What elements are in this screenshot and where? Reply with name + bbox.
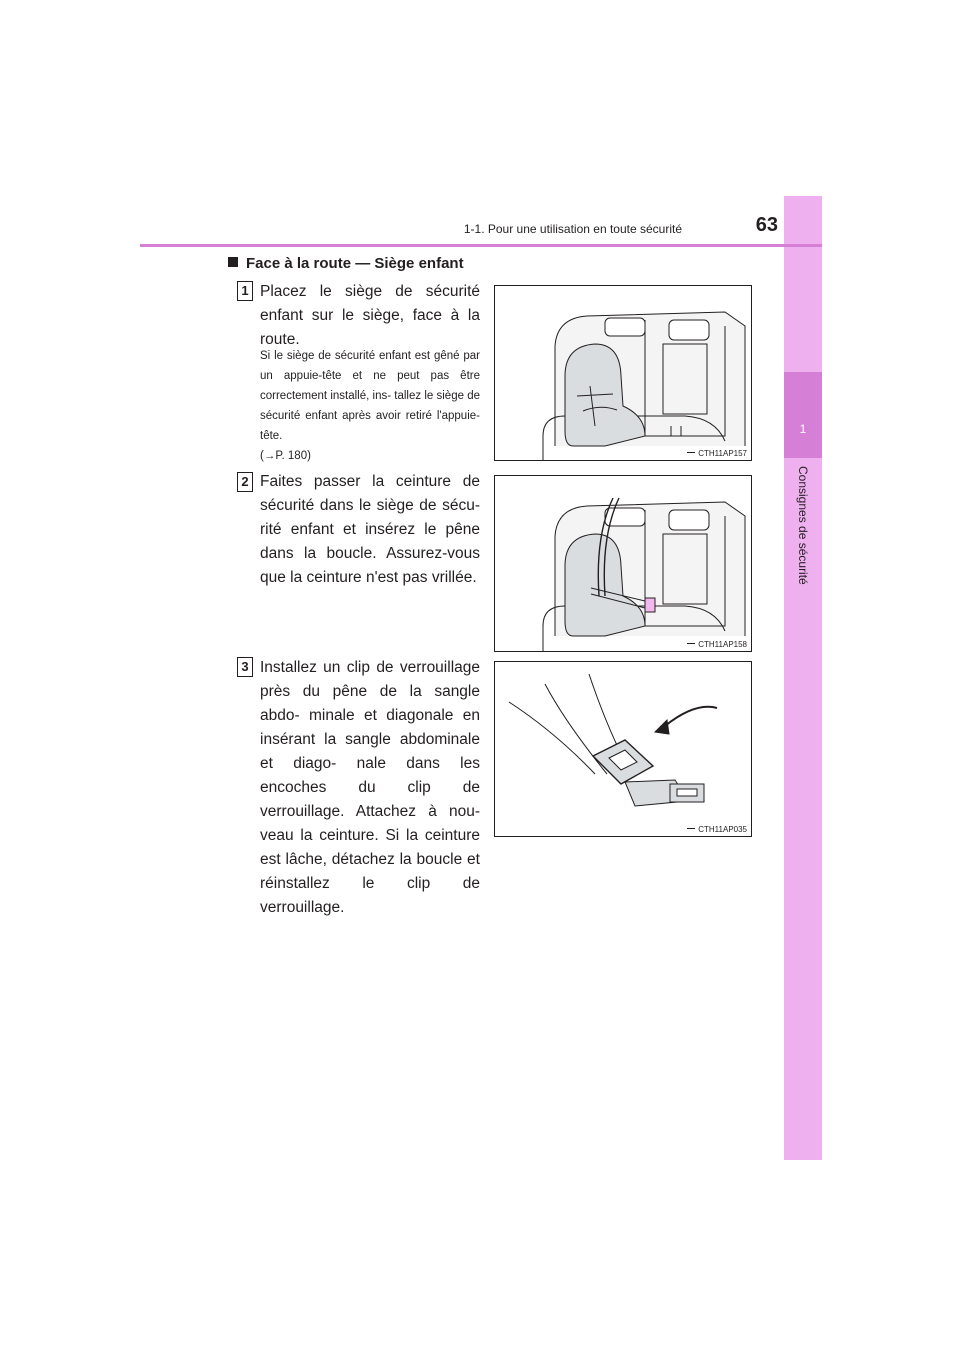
page-number: 63	[755, 214, 778, 236]
step-number-badge: 3	[237, 657, 253, 677]
step-text: Placez le siège de sécurité enfant sur le siège, face à la route.	[260, 283, 480, 348]
header-rule	[140, 244, 822, 247]
step-text: Installez un clip de verrouillage près du pêne de la sangle abdo- minale et diagonale en insérant la sangle abdominale et diago- nale dans les encoches du clip de verrouillage. Attachez à nou- veau la ceinture. Si la ceinture est lâche, détachez la boucle et réinstallez le clip de verrouillage.	[260, 659, 480, 916]
page-reference: (→P. 180)	[260, 450, 311, 462]
step-number-badge: 1	[237, 281, 253, 301]
chapter-side-tab	[784, 196, 822, 1160]
locking-clip-illustration	[495, 662, 751, 836]
section-heading-text: Face à la route — Siège enfant	[246, 255, 464, 272]
figure-code: CTH11AP158	[687, 640, 747, 649]
section-heading	[228, 255, 464, 272]
square-bullet-icon	[228, 257, 238, 267]
chapter-tab-highlight	[784, 372, 822, 458]
tick-icon	[687, 452, 695, 453]
tick-icon	[687, 643, 695, 644]
chapter-number: 1	[799, 422, 807, 436]
figure-code: CTH11AP035	[687, 825, 747, 834]
figure-belt-through-seat	[494, 475, 752, 652]
figure-code: CTH11AP157	[687, 449, 747, 458]
running-header: 1-1. Pour une utilisation en toute sécurité	[463, 222, 682, 236]
figure-locking-clip	[494, 661, 752, 837]
belt-routing-illustration	[495, 476, 751, 651]
chapter-title: Consignes de sécurité	[796, 466, 810, 585]
step-text: Faites passer la ceinture de sécurité dans le siège de sécu- rité enfant et insérez le pêne dans la boucle. Assurez-vous que la ceinture n'est pas vrillée.	[260, 473, 480, 586]
step-number-badge: 2	[237, 472, 253, 492]
tick-icon	[687, 828, 695, 829]
step-note: Si le siège de sécurité enfant est gêné par un appuie-tête et ne peut pas être correctement installé, ins- tallez le siège de sécurité enfant après avoir retiré l'appuie-tête.	[260, 350, 480, 442]
child-seat-illustration	[495, 286, 751, 460]
figure-child-seat-placed	[494, 285, 752, 461]
